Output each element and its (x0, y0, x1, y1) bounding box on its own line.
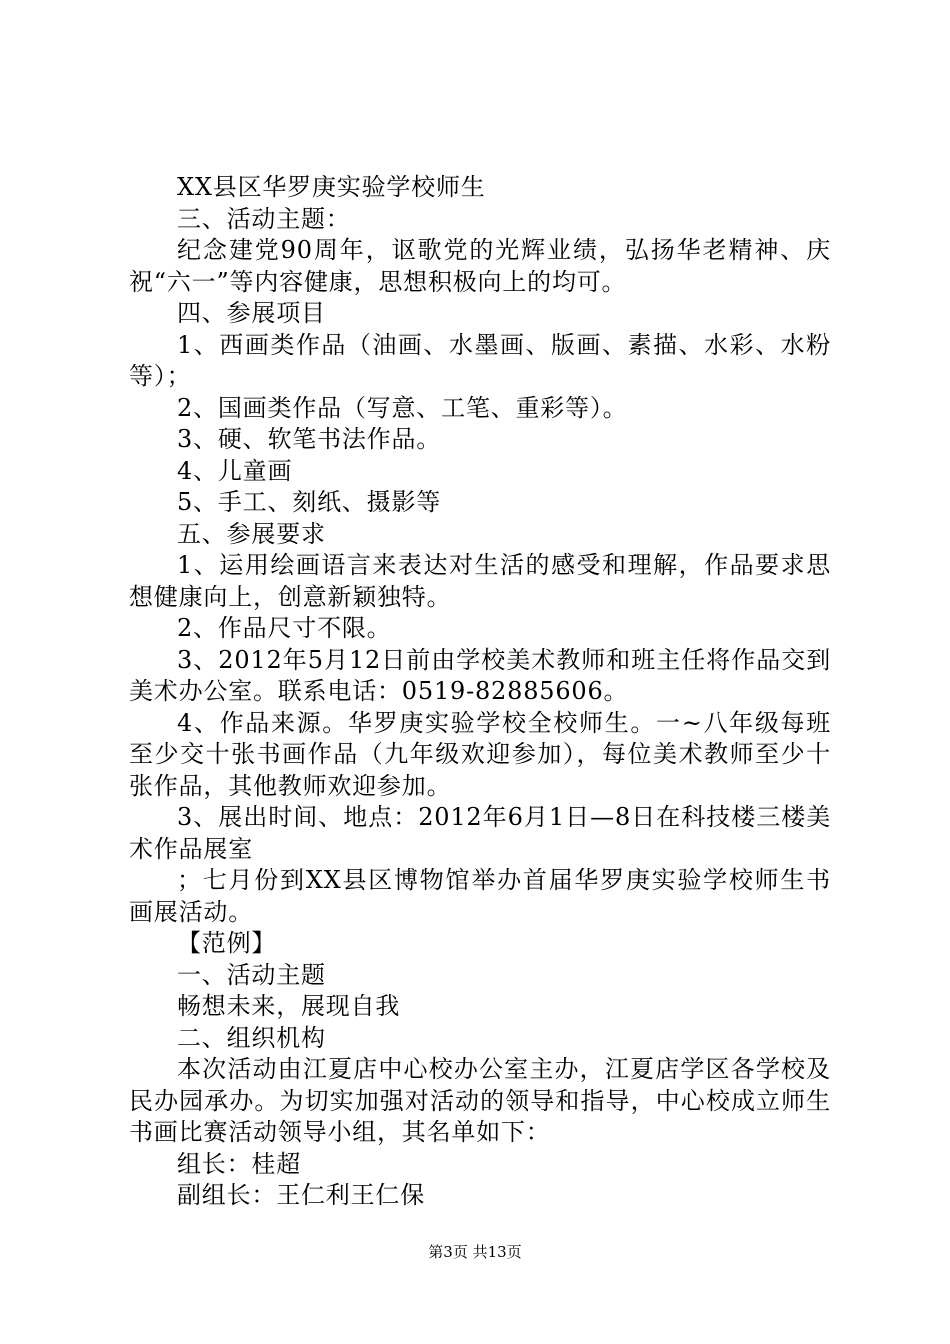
requirement-time-place: 3、展出时间、地点：2012年6月1日—8日在科技楼三楼美术作品展室 (129, 803, 831, 863)
requirement-deadline: 3、2012年5月12日前由学校美术教师和班主任将作品交到美术办公室。联系电话：0519-82885606。 (129, 645, 831, 705)
heading-activity-theme: 三、活动主题： (177, 204, 351, 233)
heading-example-theme: 一、活动主题 (177, 960, 326, 989)
document-body (129, 172, 831, 1212)
requirement-size: 2、作品尺寸不限。 (177, 614, 392, 642)
paragraph-organization: 本次活动由江夏店中心校办公室主办，江夏店学区各学校及民办园承办。为切实加强对活动的领导和指导，中心校成立师生书画比赛活动领导小组，其名单如下： (129, 1055, 831, 1146)
list-item-western-painting: 1、西画类作品（油画、水墨画、版画、素描、水彩、水粉等）； (129, 330, 831, 390)
list-item-chinese-painting: 2、国画类作品（写意、工笔、重彩等）。 (177, 393, 628, 422)
requirement-sources: 4、作品来源。华罗庚实验学校全校师生。一~八年级每班至少交十张书画作品（九年级欢迎参加），每位美术教师至少十张作品，其他教师欢迎参加。 (129, 708, 831, 800)
heading-organization: 二、组织机构 (177, 1023, 326, 1052)
paragraph-theme-content: 纪念建党90周年，讴歌党的光辉业绩，弘扬华老精神、庆祝“六一”等内容健康，思想积极向上的均可。 (129, 236, 831, 296)
paragraph-deputy-leader: 副组长：王仁利王仁保 (177, 1181, 425, 1209)
list-item-children-painting: 4、儿童画 (177, 456, 293, 485)
heading-exhibition-items: 四、参展项目 (177, 299, 326, 327)
page-number-footer: 第3页 共13页 (428, 1243, 522, 1261)
list-item-handicraft: 5、手工、刻纸、摄影等 (177, 488, 442, 516)
paragraph-museum-exhibition: ；七月份到XX县区博物馆举办首届华罗庚实验学校师生书画展活动。 (129, 866, 831, 926)
paragraph-example-theme: 畅想未来，展现自我 (177, 992, 401, 1020)
paragraph-participants: XX县区华罗庚实验学校师生 (177, 173, 486, 201)
paragraph-group-leader: 组长：桂超 (177, 1149, 301, 1178)
list-item-calligraphy: 3、硬、软笔书法作品。 (177, 425, 442, 453)
heading-exhibition-requirements: 五、参展要求 (177, 519, 326, 548)
heading-example: 【范例】 (177, 929, 277, 957)
requirement-expression: 1、运用绘画语言来表达对生活的感受和理解，作品要求思想健康向上，创意新颖独特。 (129, 551, 831, 611)
